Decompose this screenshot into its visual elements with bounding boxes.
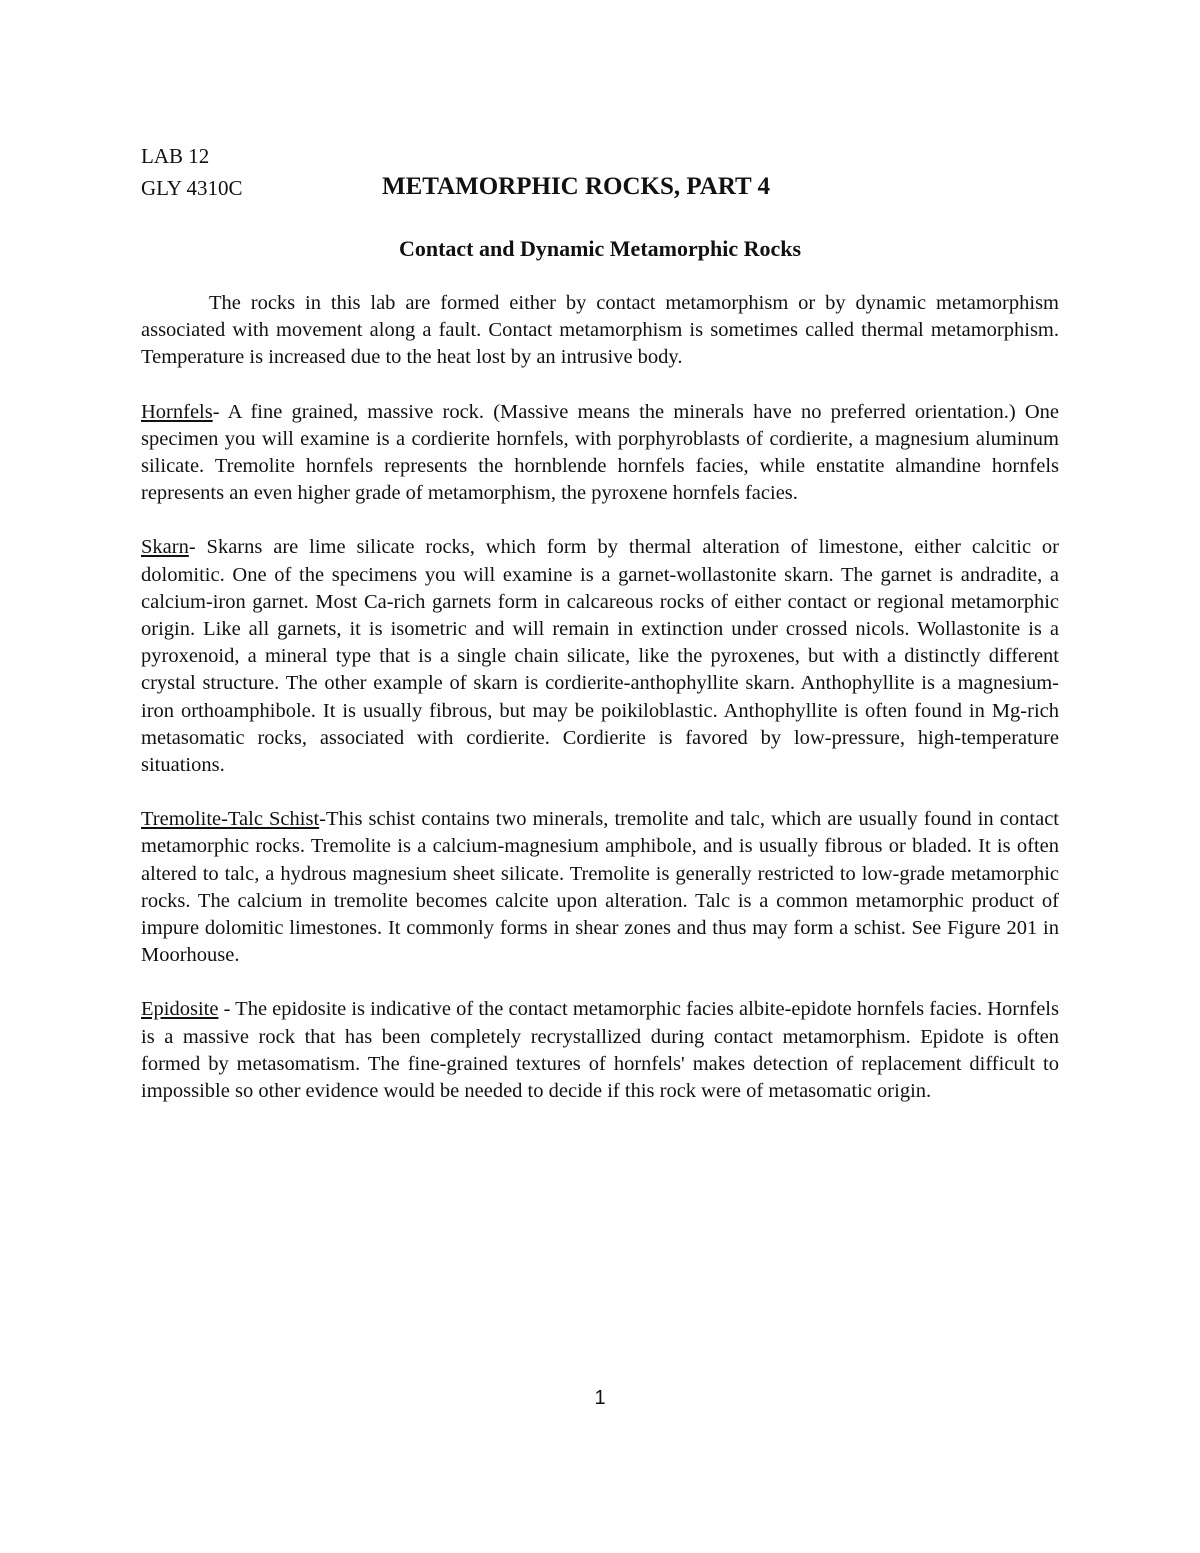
section-text: The epidosite is indicative of the contact metamorphic facies albite-epidote hornfels facies. Hornfels is a massive rock that has been completely recrystallized during contact metamorphism. Epidote is often formed by metasomatism. The fine-grained textures of hornfels' makes detection of replacement difficult to impossible so other evidence would be needed to decide if this rock were of metasomatic origin.	[141, 998, 1059, 1103]
section-separator: -	[212, 400, 228, 423]
lab-number: LAB 12	[141, 144, 210, 168]
section-text: A fine grained, massive rock. (Massive means the minerals have no preferred orientation.) One specimen you will examine is a cordierite hornfels, with porphyroblasts of cordierite, a magnesium aluminum silicate. Tremolite hornfels represents the hornblende hornfels facies, while enstatite almandine hornfels represents an even higher grade of metamorphism, the pyroxene hornfels facies.	[141, 400, 1059, 505]
section-separator: -	[188, 536, 207, 559]
page-number: 1	[594, 1387, 606, 1409]
section-separator: -	[319, 808, 326, 831]
section-epidosite	[141, 996, 1059, 1105]
section-text: Skarns are lime silicate rocks, which form by thermal alteration of limestone, either calcitic or dolomitic. One of the specimens you will examine is a garnet-wollastonite skarn. The garnet is andradite, a calcium-iron garnet. Most Ca-rich garnets form in calcareous rocks of either contact or regional metamorphic origin. Like all garnets, it is isometric and will remain in extinction under crossed nicols. Wollastonite is a pyroxenoid, a mineral type that is a single chain silicate, like the pyroxenes, but with a distinctly different crystal structure. The other example of skarn is cordierite-anthophyllite skarn. Anthophyllite is a magnesium-iron orthoamphibole. It is usually fibrous, but may be poikiloblastic. Anthophyllite is often found in Mg-rich metasomatic rocks, associated with cordierite. Cordierite is favored by low-pressure, high-temperature situations.	[141, 536, 1059, 777]
section-separator: -	[218, 998, 236, 1021]
section-term: Hornfels	[141, 400, 213, 423]
course-code: GLY 4310C	[141, 176, 243, 200]
section-skarn	[141, 534, 1059, 779]
section-tremolite-talc-schist	[141, 806, 1059, 969]
section-term: Skarn	[141, 536, 189, 559]
section-hornfels	[141, 399, 1059, 508]
section-term: Tremolite-Talc Schist	[141, 808, 320, 831]
document-body	[141, 290, 1059, 1132]
document-subtitle: Contact and Dynamic Metamorphic Rocks	[398, 236, 802, 261]
section-term: Epidosite	[141, 998, 219, 1021]
intro-paragraph: The rocks in this lab are formed either by contact metamorphism or by dynamic metamorphism associated with movement along a fault. Contact metamorphism is sometimes called thermal metamorphism. Temperature is increased due to the heat lost by an intrusive body.	[141, 292, 1059, 369]
section-text: This schist contains two minerals, tremolite and talc, which are usually found in contact metamorphic rocks. Tremolite is a calcium-magnesium amphibole, and is usually fibrous or bladed. It is often altered to talc, a hydrous magnesium sheet silicate. Tremolite is generally restricted to low-grade metamorphic rocks. The calcium in tremolite becomes calcite upon alteration. Talc is a common metamorphic product of impure dolomitic limestones. It commonly forms in shear zones and thus may form a schist. See Figure 201 in Moorhouse.	[141, 808, 1059, 967]
document-title: METAMORPHIC ROCKS, PART 4	[382, 173, 771, 200]
